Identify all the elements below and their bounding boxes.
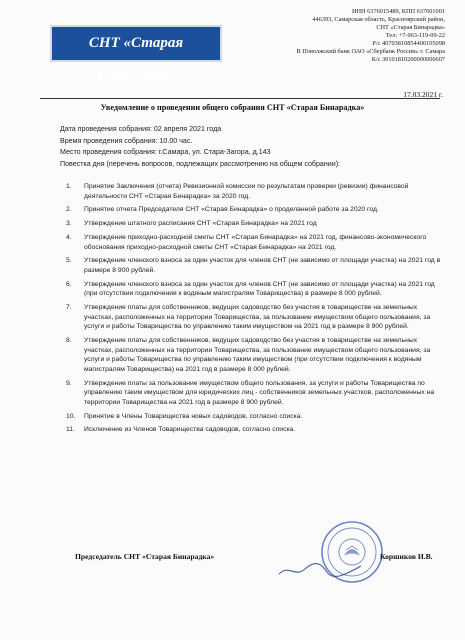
agenda-item-text: Исключение из Членов Товарищества садоводов, согласно списка. (84, 426, 296, 434)
requisites-line: Р/с 40703810854400105098 (372, 40, 445, 47)
agenda-item (62, 182, 442, 201)
meeting-time: Время проведения собрания: 10.00 час. (60, 136, 193, 145)
meeting-details (60, 124, 440, 170)
agenda-item-text: Принятие отчета Председателя СНТ «Старая Бинарадка» о проделанной работе за 2020 год. (84, 206, 379, 214)
agenda-item-text: Утверждение платы для собственников, ведущих садоводство без участия в товариществе на земельных участках, расположенных на территории Товарищества, за пользование имуществом общего пользования, за услуги и работы Товарищества по управлению таким имуществом на 2021 год в размере 8 900 рублей. (84, 304, 431, 331)
header-divider (40, 98, 440, 99)
agenda-item-text: Утверждение штатного расписания СНТ «Старая Бинарадка» на 2021 год (84, 220, 317, 228)
signatory-title: Председатель СНТ «Старая Бинарадка» (75, 552, 215, 561)
agenda-item (62, 303, 442, 332)
meeting-date: Дата проведения собрания: 02 апреля 2021 года (60, 125, 222, 133)
requisites-line: В Поволжский банк ОАО «Сбербанк России» г. Самара (296, 48, 445, 55)
agenda-item-text: Утверждение членского взноса за один участок для членов СНТ (не зависимо от площади участка) на 2021 год (при отсутствии подключения к водяным магистралям Товарищества) в размере 8 000 рублей. (84, 280, 435, 298)
agenda-item-number: 6. (66, 280, 72, 288)
agenda-item-number: 10. (66, 412, 76, 420)
agenda-intro: Повестка дня (перечень вопросов, подлежащих рассмотрению на общем собрании): (60, 159, 341, 168)
agenda-item (62, 233, 442, 252)
agenda-item (62, 280, 442, 299)
agenda-item (62, 256, 442, 275)
requisites-line: К/с 30101810200000000607 (371, 56, 445, 63)
agenda-item-number: 3. (66, 220, 72, 228)
agenda-item-number: 9. (66, 379, 72, 387)
agenda-item-text: Утверждение платы за пользование имуществом общего пользования, за услуги и работы Товарищества по управлению таким имуществом для юридических лиц - собственников земельных участков, расположенных на территории Товарищества на 2021 год в размере 8 900 рублей. (84, 379, 435, 406)
agenda-item (62, 336, 442, 374)
agenda-item (62, 219, 442, 229)
agenda-item (62, 412, 442, 422)
agenda-item-text: Принятие в Члены Товарищества новых садоводов, согласно списка. (84, 412, 303, 420)
agenda-item (62, 425, 442, 435)
agenda-item-number: 8. (66, 337, 72, 345)
agenda-item-text: Утверждение платы для собственников, ведущих садоводство без участия в товариществе на земельных участках, расположенных на территории Товарищества, за пользование имуществом общего пользования, за услуги и работы Товарищества по управлению таким имуществом (при отсутствии подключения к водяным магистралям Товарищества) на 2021 год в размере 8 000 рублей. (84, 337, 431, 373)
agenda-item-number: 11. (66, 426, 75, 434)
requisites-line: Тел: +7-963-119-09-22 (385, 32, 445, 39)
agenda-item (62, 205, 442, 215)
agenda-item-number: 5. (66, 257, 72, 265)
agenda-list (62, 182, 442, 439)
meeting-place: Место проведения собрания: г.Самара, ул. Стара-Загора, д.143 (60, 148, 271, 156)
requisites-line: 446393, Самарская область, Красноярский район, (312, 16, 445, 23)
agenda-item-text: Утверждение членского взноса за один участок для членов СНТ (не зависимо от площади участка) на 2021 год в размере 8 900 рублей. (84, 257, 441, 274)
handwritten-signature (275, 560, 365, 580)
document-title: Уведомление о проведении общего собрания СНТ «Старая Бинарадка» (100, 103, 365, 112)
agenda-item-number: 2. (66, 206, 72, 214)
requisites-line: СНТ «Старая Бинарадка» (376, 24, 445, 31)
agenda-item-number: 1. (66, 183, 72, 190)
agenda-item-number: 7. (66, 304, 72, 312)
document-date: 17.03.2021 г. (403, 90, 443, 99)
agenda-item-text: Принятие Заключения (отчета) Ревизионной комиссии по результатам проверки (ревизии) финансовой деятельности СНТ «Старая Бинарадка» за 2020 год. (84, 183, 409, 200)
agenda-item (62, 379, 442, 408)
organization-logo: СНТ «Старая Бинарадка» (50, 25, 222, 62)
requisites-line: ИНН 6376015489, КПП 637601001 (351, 8, 445, 15)
requisites-block (235, 8, 445, 64)
agenda-item-number: 4. (66, 233, 72, 241)
agenda-item-text: Утверждение приходно-расходной сметы СНТ «Старая Бинарадка» на 2021 год, финансово-экономического обоснования приходно-расходной сметы СНТ «Старая Бинарадка» на 2021 год. (84, 233, 427, 251)
signatory-name: Коршиков И.В. (380, 552, 433, 561)
